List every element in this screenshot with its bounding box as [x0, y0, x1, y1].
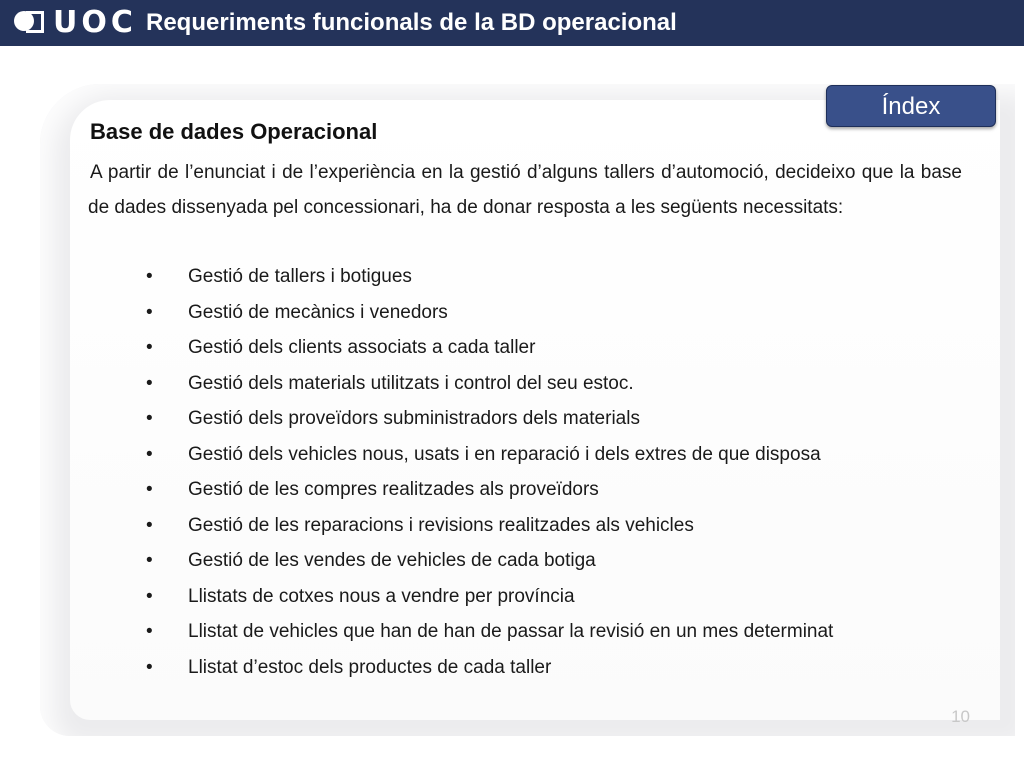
list-item [146, 472, 833, 508]
list-item [146, 330, 833, 366]
list-item [146, 614, 833, 650]
bullet-icon: • [146, 301, 153, 323]
list-item-text: Gestió dels vehicles nous, usats i en reparació i dels extres de que disposa [188, 443, 821, 465]
list-item [146, 543, 833, 579]
logo-bracket-icon [26, 11, 44, 33]
requirements-list [146, 259, 833, 685]
list-item-text: Gestió dels proveïdors subministradors dels materials [188, 408, 640, 429]
list-item-text: Llistat d’estoc dels productes de cada taller [188, 656, 552, 678]
list-item [146, 295, 833, 331]
list-item [146, 437, 833, 473]
index-button[interactable]: Índex [826, 85, 996, 127]
list-item-text: Gestió de les vendes de vehicles de cada botiga [188, 550, 596, 571]
list-item [146, 579, 833, 615]
list-item-text: Gestió de mecànics i venedors [188, 301, 448, 323]
page-number: 10 [951, 707, 970, 726]
list-item-text: Llistat de vehicles que han de han de passar la revisió en un mes determinat [188, 621, 834, 642]
bullet-icon: • [146, 656, 153, 678]
bullet-icon: • [146, 443, 153, 465]
page-title: Requeriments funcionals de la BD operacional [146, 9, 677, 36]
list-item-text: Gestió de les reparacions i revisions realitzades als vehicles [188, 514, 694, 536]
intro-paragraph: A partir de l’enunciat i de l’experiència en la gestió d’alguns tallers d’automoció, decideixo que la base de dades dissenyada pel concessionari, ha de donar resposta a les següents necessitats: [88, 162, 962, 218]
list-item-text: Gestió de tallers i botigues [188, 266, 412, 287]
bullet-icon: • [146, 621, 153, 642]
logo-text: UOC [53, 5, 137, 40]
list-item-text: Gestió dels materials utilitzats i control del seu estoc. [188, 372, 634, 394]
list-item-text: Gestió dels clients associats a cada taller [188, 337, 536, 358]
uoc-logo [0, 0, 137, 46]
header-bar [0, 0, 1024, 46]
bullet-icon: • [146, 266, 153, 287]
list-item-text: Gestió de les compres realitzades als proveïdors [188, 479, 599, 500]
bullet-icon: • [146, 479, 153, 500]
list-item [146, 508, 833, 544]
list-item [146, 650, 833, 686]
list-item [146, 401, 833, 437]
bullet-icon: • [146, 585, 153, 607]
bullet-icon: • [146, 408, 153, 429]
list-item [146, 366, 833, 402]
bullet-icon: • [146, 337, 153, 358]
bullet-icon: • [146, 550, 153, 571]
list-item-text: Llistats de cotxes nous a vendre per província [188, 585, 575, 607]
bullet-icon: • [146, 514, 153, 536]
bullet-icon: • [146, 372, 153, 394]
section-heading: Base de dades Operacional [90, 119, 378, 144]
list-item [146, 259, 833, 295]
